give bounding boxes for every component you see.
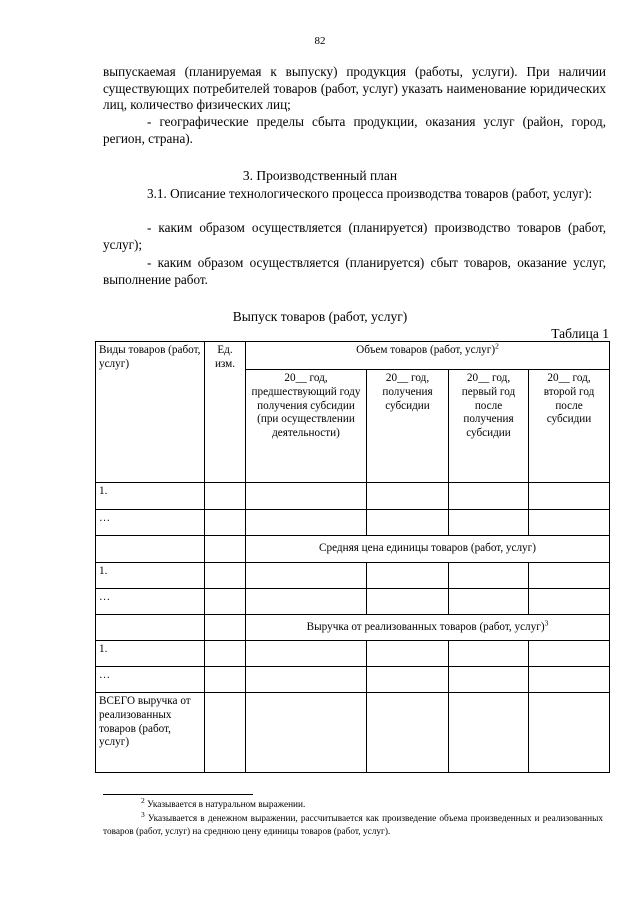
footnote-2-text: Указывается в натуральном выражении. xyxy=(147,800,306,810)
section-revenue xyxy=(246,615,610,641)
header-volume xyxy=(246,342,610,370)
row-label: 1. xyxy=(96,483,205,510)
output-table xyxy=(95,341,610,773)
section-revenue-label: Выручка от реализованных товаров (работ, услуг) xyxy=(306,620,545,633)
header-unit: Ед. изм. xyxy=(205,342,246,483)
header-volume-label: Объем товаров (работ, услуг) xyxy=(356,344,496,356)
paragraph-geography: - географические пределы сбыта продукции, оказания услуг (район, город, регион, страна). xyxy=(103,114,606,146)
table-row xyxy=(96,510,610,536)
header-year-second: 20__ год, второй год после субсидии xyxy=(529,370,610,483)
table-row xyxy=(96,536,610,563)
table-row-total xyxy=(96,693,610,773)
footnote-ref-2: 2 xyxy=(495,341,499,351)
section-price: Средняя цена единицы товаров (работ, услуг) xyxy=(246,536,610,563)
table-row xyxy=(96,615,610,641)
row-label: 1. xyxy=(96,563,205,589)
footnote-3 xyxy=(103,809,603,838)
footnote-separator xyxy=(103,794,253,795)
footnote-2 xyxy=(103,795,603,812)
paragraph-process: 3.1. Описание технологического процесса производства товаров (работ, услуг): xyxy=(147,186,593,201)
section-heading: 3. Производственный план xyxy=(242,168,398,183)
row-label: … xyxy=(96,667,205,693)
footnote-3-mark: 3 xyxy=(141,809,145,819)
header-year-first: 20__ год, первый год после получения субсидии xyxy=(449,370,529,483)
header-kind: Виды товаров (работ, услуг) xyxy=(96,342,205,483)
row-label: 1. xyxy=(96,641,205,667)
table-row xyxy=(96,483,610,510)
row-label: … xyxy=(96,589,205,615)
row-label: … xyxy=(96,510,205,536)
table-row xyxy=(96,563,610,589)
table-row xyxy=(96,667,610,693)
page-number: 82 xyxy=(314,35,326,47)
table-row xyxy=(96,641,610,667)
paragraph-sales: - каким образом осуществляется (планируется) сбыт товаров, оказание услуг, выполнение работ. xyxy=(103,255,606,287)
paragraph-production: - каким образом осуществляется (планируется) производство товаров (работ, услуг); xyxy=(103,220,606,252)
header-year-subsidy: 20__ год, получения субсидии xyxy=(367,370,449,483)
row-total-label: ВСЕГО выручка от реализованных товаров (работ, услуг) xyxy=(96,693,205,773)
header-year-before: 20__ год, предшествующий году получения субсидии (при осуществлении деятельности) xyxy=(246,370,367,483)
footnote-ref-3: 3 xyxy=(544,617,549,627)
table-caption: Выпуск товаров (работ, услуг) xyxy=(232,309,408,324)
footnote-2-mark: 2 xyxy=(141,795,145,805)
paragraph-products: выпускаемая (планируемая к выпуску) продукция (работы, услуги). При наличии существующих потребителей товаров (работ, услуг) указать наименование юридических лиц, количество физических лиц; xyxy=(103,64,606,113)
footnote-3-text: Указывается в денежном выражении, рассчитывается как произведение объема произведенных и реализованных товаров (работ, услуг) на среднюю цену единицы товаров (работ, услуг). xyxy=(103,814,603,837)
table-number: Таблица 1 xyxy=(551,326,609,341)
table-row xyxy=(96,589,610,615)
